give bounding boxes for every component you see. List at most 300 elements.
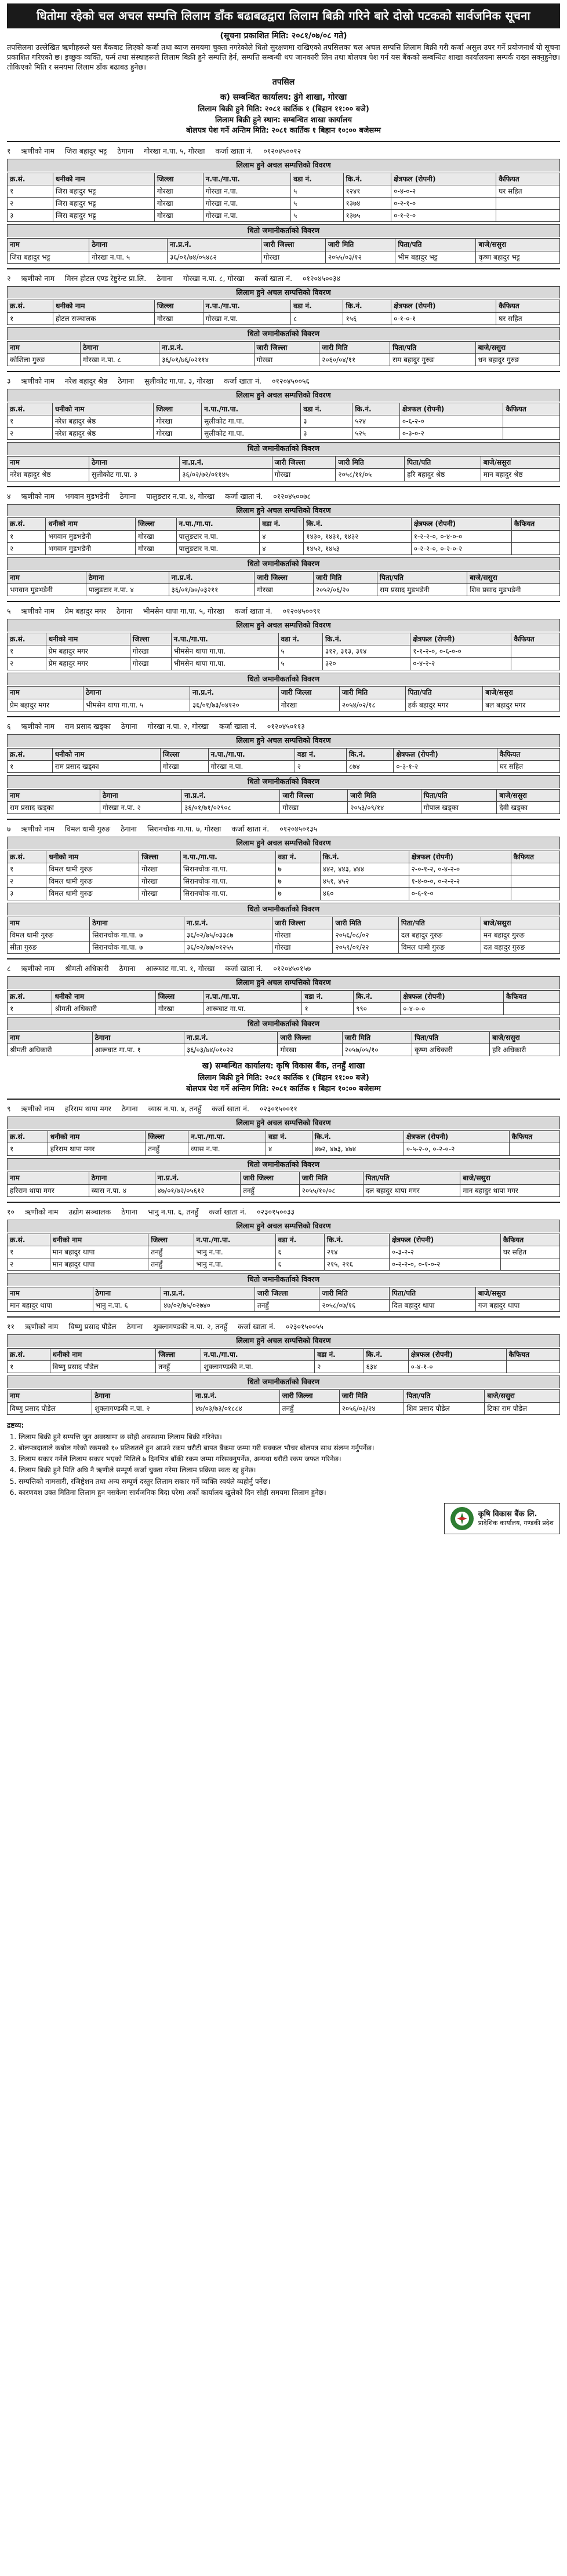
table-cell: १	[8, 530, 46, 542]
column-header: क्षेत्रफल (रोपनी)	[409, 851, 511, 863]
table-caption: धितो जमानीकर्ताको विवरण	[7, 1375, 560, 1388]
detail-table	[7, 748, 560, 773]
detail-table	[7, 1031, 560, 1056]
detail-table	[7, 173, 560, 222]
table-cell: सीता गुरुङ	[8, 941, 90, 953]
detail-table	[7, 990, 560, 1015]
table-cell: १	[8, 185, 53, 197]
column-header: ना.प्र.नं.	[184, 1032, 278, 1044]
notice-date: (सूचना प्रकाशित मिति: २०८१/०७/०८ गते)	[220, 31, 347, 41]
column-header: न.पा./गा.पा.	[171, 633, 278, 645]
table-header-row	[8, 748, 560, 760]
table-caption: लिलाम हुने अचल सम्पत्तिको विवरण	[7, 389, 560, 402]
borrower-address: सिरानचोक गा.पा. ७, गोरखा	[147, 824, 221, 834]
table-cell: ६	[275, 1246, 324, 1258]
column-header: वडा नं.	[260, 518, 304, 530]
table-cell: ०-४-०-०	[401, 1003, 504, 1015]
column-header: पिता/पति	[404, 1390, 485, 1402]
detail-table	[7, 1287, 560, 1312]
loan-label: कर्जा खाता नं.	[215, 146, 253, 155]
table-cell: गोरखा	[139, 888, 181, 900]
table-header-row	[8, 917, 560, 929]
column-header: वडा नं.	[266, 1131, 312, 1143]
borrower-address: भानु न.पा. ६, तनहुँ	[147, 1207, 199, 1216]
column-header: ठेगाना	[90, 917, 184, 929]
column-header: कैफियत	[511, 851, 559, 863]
table-cell: भगवान मुडभडेनी	[46, 542, 136, 554]
section1-title: क) सम्बन्धित कार्यालय: ढुंगे शाखा, गोरखा	[220, 93, 347, 103]
column-header: जिल्ला	[155, 990, 203, 1002]
table-cell: ३	[8, 210, 53, 222]
column-header: कि.नं.	[312, 1131, 404, 1143]
column-header: जिल्ला	[154, 300, 203, 312]
table-cell: शुक्लागण्डकी न.पा. २	[92, 1402, 193, 1414]
table-cell: सिरानचोक गा.पा.	[180, 875, 275, 888]
table-cell	[511, 645, 560, 658]
column-header: बाजे/ससुरा	[483, 687, 560, 699]
column-header: कि.नं.	[320, 851, 409, 863]
table-cell: ६३४	[364, 1361, 408, 1373]
table-cell	[500, 1258, 559, 1270]
column-header: न.पा./गा.पा.	[203, 990, 302, 1002]
table-cell: २०५८/११/०५	[336, 469, 405, 481]
table-cell: २०५४/०२/१८	[339, 699, 405, 711]
auction-date-line: लिलाम बिक्री हुने मिति: २०८१ कार्तिक १ (बिहान ११:०० बजे)	[198, 1074, 369, 1083]
column-header: जारी मिति	[333, 917, 398, 929]
column-header: न.पा./गा.पा.	[180, 851, 275, 863]
detail-table	[7, 341, 560, 366]
table-cell: २०५७/०५/१०	[342, 1044, 412, 1056]
loan-meta	[7, 607, 560, 616]
item-number: १	[7, 146, 11, 155]
table-cell: १	[8, 863, 46, 875]
detail-table	[7, 1234, 560, 1271]
table-cell: गोरखा	[136, 542, 176, 554]
column-header: ठेगाना	[100, 789, 182, 801]
column-header: पिता/पति	[405, 687, 483, 699]
borrower-label: ऋणीको नाम	[21, 721, 54, 731]
table-cell: २०५६/०३/२४	[339, 1402, 404, 1414]
column-header: धनीको नाम	[53, 300, 154, 312]
section2-dates	[7, 1073, 560, 1094]
column-header: धनीको नाम	[50, 1349, 156, 1361]
notice-intro: तपसिलमा उल्लेखित ऋणीहरूले यस बैंकबाट लिएको कर्जा तथा ब्याज समयमा चुक्ता नगरेकोले धितो सुरक्षणमा राखिएको तपसिलका चल अचल सम्पत्ति लिलाम बिक्री गरी कर्जा असुल उपर गर्ने प्रयोजनार्थ यो सूचना प्रकाशित गरिएको छ। इच्छुक व्यक्ति, फर्म तथा संस्थाहरूले लिलाम बिक्री हुने सम्पत्ति हेर्न, सम्पत्ति सम्बन्धी थप जानकारी लिन तथा बोलपत्र पेश गर्न यस बैंकको सम्बन्धित शाखा कार्यालयमा सम्पर्क राख्न सक्नुहुनेछ। तोकिएको मिति र समयमा लिलाम डाँक बढाबढ हुनेछ।	[7, 42, 560, 71]
table-cell: मान बहादुर थापा	[50, 1258, 148, 1270]
loan-meta	[7, 1207, 560, 1217]
table-cell: ३२०	[322, 658, 410, 670]
table-cell: पालुङटार न.पा.	[176, 530, 260, 542]
table-row	[8, 1258, 560, 1270]
note-item: 6. कारणवश उक्त मितिमा लिलाम हुन नसकेमा सार्वजनिक बिदा परेमा अर्को कार्यालय खुलेको दिन सोही समयमा लिलाम हुनेछ।	[19, 1488, 560, 1497]
table-caption: धितो जमानीकर्ताको विवरण	[7, 224, 560, 237]
table-cell: कृष्ण अधिकारी	[412, 1044, 490, 1056]
table-cell: कृष्ण बहादुर भट्ट	[476, 251, 560, 263]
table-cell: भगवान मुडभडेनी	[46, 530, 136, 542]
detail-table	[7, 403, 560, 440]
borrower-label: ऋणीको नाम	[21, 491, 54, 501]
loan-label: कर्जा खाता नं.	[231, 824, 270, 834]
table-cell: हरि बहादुर श्रेष्ठ	[405, 469, 481, 481]
column-header: नाम	[8, 789, 100, 801]
table-row	[8, 1003, 560, 1015]
item-number: ११	[7, 1322, 15, 1331]
auction-date-line: बोलपत्र पेश गर्ने अन्तिम मिति: २०८१ कार्तिक १ बिहान १०:०० बजेसम्म	[186, 126, 381, 136]
table-cell: गोरखा न.पा. ८	[81, 353, 159, 366]
loan-account: ०१२०४५००१२	[263, 146, 301, 155]
column-header: क्र.सं.	[8, 1234, 50, 1246]
table-cell: १	[8, 312, 53, 324]
column-header: ना.प्र.नं.	[180, 457, 272, 469]
table-row	[8, 542, 560, 554]
loan-item	[7, 819, 560, 954]
list-title: तपसिल	[272, 77, 295, 87]
detail-table	[7, 789, 560, 814]
table-cell: २	[8, 658, 46, 670]
table-row	[8, 645, 560, 658]
table-cell	[496, 210, 560, 222]
table-cell: विष्णु प्रसाद पौडेल	[50, 1361, 156, 1373]
table-cell: गोरखा	[272, 929, 333, 941]
table-cell: १	[8, 760, 53, 772]
column-header: क्र.सं.	[8, 300, 53, 312]
loan-meta	[7, 722, 560, 732]
table-row	[8, 1184, 560, 1196]
table-cell: गोरखा न.पा. ५	[89, 251, 168, 263]
table-cell: गोरखा	[154, 210, 203, 222]
column-header: कि.नं.	[304, 518, 412, 530]
table-cell: ०-१-०-१	[391, 312, 496, 324]
table-cell: ०-२-२-०, ०-२-०-२	[411, 542, 511, 554]
table-cell: बल बहादुर मगर	[483, 699, 560, 711]
column-header: ठेगाना	[83, 687, 190, 699]
table-caption: लिलाम हुने अचल सम्पत्तिको विवरण	[7, 1116, 560, 1129]
notice-banner: धितोमा रहेको चल अचल सम्पत्ति लिलाम डाँक बढाबढद्वारा लिलाम बिक्री गरिने बारे दोस्रो पटकको सार्वजनिक सूचना	[7, 3, 560, 28]
table-row	[8, 1044, 560, 1056]
loan-account: ०१२०४५०१५७	[273, 964, 311, 973]
column-header: कि.नं.	[324, 1234, 389, 1246]
column-header: जारी जिल्ला	[279, 1390, 339, 1402]
table-cell: गोरखा	[272, 941, 333, 953]
table-cell: घर सहित	[497, 760, 559, 772]
column-header: नाम	[8, 1287, 93, 1299]
detail-table	[7, 1172, 560, 1196]
column-header: वडा नं.	[315, 1349, 364, 1361]
column-header: क्षेत्रफल (रोपनी)	[391, 173, 496, 185]
borrower-name: भगवान मुडभडेनी	[64, 491, 110, 501]
address-label: ठेगाना	[119, 491, 136, 501]
column-header: जारी जिल्ला	[255, 1287, 319, 1299]
detail-table	[7, 571, 560, 596]
table-cell: गोरखा	[139, 875, 181, 888]
borrower-label: ऋणीको नाम	[21, 607, 54, 616]
table-cell: श्रीमती अधिकारी	[8, 1044, 93, 1056]
table-cell: २०५९/०१/२२	[333, 941, 398, 953]
column-header: कैफियत	[506, 1349, 559, 1361]
table-cell: २०६०/०४/११	[319, 353, 390, 366]
table-cell: गोरखा न.पा.	[203, 198, 290, 210]
table-cell: हर्क बहादुर मगर	[405, 699, 483, 711]
table-cell: २	[8, 198, 53, 210]
table-cell: भीमसेन थापा गा.पा. ५	[83, 699, 190, 711]
table-cell	[511, 530, 559, 542]
borrower-name: राम प्रसाद खड्का	[64, 721, 111, 731]
table-header-row	[8, 1287, 560, 1299]
table-cell	[503, 1003, 559, 1015]
column-header: जारी मिति	[325, 239, 395, 251]
column-header: कैफियत	[503, 403, 560, 415]
table-cell: २	[8, 1258, 50, 1270]
borrower-address: गोरखा न.पा. ५, गोरखा	[144, 146, 205, 155]
table-cell: ३	[301, 415, 352, 428]
section2-title: ख) सम्बन्धित कार्यालय: कृषि विकास बैंक, तनहुँ शाखा	[202, 1061, 365, 1071]
column-header: ना.प्र.नं.	[182, 789, 280, 801]
table-cell: घर सहित	[496, 312, 560, 324]
column-header: जिल्ला	[136, 518, 176, 530]
column-header: बाजे/ससुरा	[481, 457, 559, 469]
column-header: जिल्ला	[160, 748, 208, 760]
address-label: ठेगाना	[126, 1322, 143, 1331]
table-cell: मान बहादुर श्रेष्ठ	[481, 469, 559, 481]
column-header: जारी जिल्ला	[278, 687, 339, 699]
item-number: ४	[7, 491, 11, 501]
column-header: कि.नं.	[354, 990, 401, 1002]
table-cell: सिरानचोक गा.पा.	[180, 863, 275, 875]
column-header: नाम	[8, 239, 89, 251]
table-cell	[511, 875, 559, 888]
column-header: धनीको नाम	[46, 518, 136, 530]
table-cell: भानु न.पा.	[194, 1246, 275, 1258]
column-header: पिता/पति	[363, 1172, 460, 1184]
column-header: क्र.सं.	[8, 851, 46, 863]
column-header: न.पा./गा.पा.	[194, 1234, 275, 1246]
table-cell: १-२-२-०, ०-४-०-०	[411, 530, 511, 542]
table-cell: ३६/०२/७७/०१२५५	[184, 941, 272, 953]
table-cell: गोरखा	[139, 863, 181, 875]
table-cell: पालुङटार न.पा.	[176, 542, 260, 554]
table-cell: जिरा बहादुर भट्ट	[53, 210, 154, 222]
column-header: न.पा./गा.पा.	[203, 173, 290, 185]
borrower-name: नरेश बहादुर श्रेष्ठ	[64, 377, 108, 386]
table-header-row	[8, 518, 560, 530]
column-header: जारी मिति	[348, 789, 421, 801]
table-caption: धितो जमानीकर्ताको विवरण	[7, 1273, 560, 1286]
table-cell: गोरखा	[280, 801, 348, 813]
table-cell: गोरखा न.पा.	[203, 185, 290, 197]
table-cell: ०-४-०-२	[391, 185, 496, 197]
table-cell: दल बहादुर थापा मगर	[363, 1184, 460, 1196]
column-header: जारी मिति	[319, 341, 390, 353]
item-number: ६	[7, 721, 11, 731]
table-cell: तनहुँ	[279, 1402, 339, 1414]
column-header: जारी जिल्ला	[254, 341, 319, 353]
table-cell: धन बहादुर गुरुङ	[475, 353, 559, 366]
column-header: धनीको नाम	[52, 748, 160, 760]
column-header: पिता/पति	[377, 571, 467, 583]
table-cell: ०-२-१-०	[391, 198, 496, 210]
column-header: क्षेत्रफल (रोपनी)	[410, 633, 511, 645]
borrower-name: हरिराम थापा मगर	[64, 1104, 111, 1114]
table-cell: ४	[266, 1143, 312, 1155]
table-cell: १-४-०-०, ०-२-२-२	[409, 875, 511, 888]
items2-container	[7, 1099, 560, 1414]
table-cell: १२४१	[343, 185, 391, 197]
column-header: ना.प्र.नं.	[161, 1287, 255, 1299]
loan-item	[7, 1099, 560, 1196]
table-cell: २	[8, 428, 53, 440]
column-header: धनीको नाम	[50, 1234, 148, 1246]
table-cell: मान बहादुर थापा	[8, 1300, 93, 1312]
column-header: जारी मिति	[319, 1287, 390, 1299]
table-cell: ४७/०२/७५/०२७४०	[161, 1300, 255, 1312]
column-header: क्षेत्रफल (रोपनी)	[411, 518, 511, 530]
table-row	[8, 353, 560, 366]
table-cell: १४५२, १४५३	[304, 542, 412, 554]
table-cell: विमल धामी गुरुङ	[46, 863, 139, 875]
table-cell: सुलीकोट गा.पा.	[202, 428, 301, 440]
column-header: क्षेत्रफल (रोपनी)	[404, 1131, 509, 1143]
table-cell: २	[8, 875, 46, 888]
table-cell: गोरखा	[272, 469, 336, 481]
column-header: वडा नं.	[295, 748, 346, 760]
column-header: नाम	[8, 1390, 92, 1402]
column-header: नाम	[8, 341, 81, 353]
table-caption: लिलाम हुने अचल सम्पत्तिको विवरण	[7, 734, 560, 747]
column-header: वडा नं.	[302, 990, 354, 1002]
table-cell: गोरखा न.पा.	[203, 210, 290, 222]
borrower-address: भीमसेन थापा गा.पा. ५, गोरखा	[143, 607, 224, 616]
column-header: नाम	[8, 1032, 93, 1044]
column-header: क्षेत्रफल (रोपनी)	[399, 403, 503, 415]
table-cell: शिव प्रसाद मुडभडेनी	[467, 584, 560, 596]
table-cell: ३६/०२/७५/०३३८७	[184, 929, 272, 941]
table-cell: देवी खड्का	[497, 801, 560, 813]
table-cell: गोपाल खड्का	[421, 801, 497, 813]
column-header: कि.नं.	[352, 403, 399, 415]
column-header: बाजे/ससुरा	[481, 917, 560, 929]
table-caption: धितो जमानीकर्ताको विवरण	[7, 557, 560, 570]
table-header-row	[8, 1172, 560, 1184]
table-cell: हरिराम थापा मगर	[8, 1184, 89, 1196]
column-header: ठेगाना	[92, 1032, 184, 1044]
table-row	[8, 801, 560, 813]
table-cell: गोरखा	[130, 658, 171, 670]
bank-logo-icon	[450, 1507, 474, 1530]
table-cell: आरूघाट गा.पा.	[203, 1003, 302, 1015]
table-header-row	[8, 789, 560, 801]
column-header: न.पा./गा.पा.	[203, 300, 290, 312]
table-caption: लिलाम हुने अचल सम्पत्तिको विवरण	[7, 619, 560, 632]
table-cell: ०-४-१-०	[408, 1361, 506, 1373]
table-row	[8, 312, 560, 324]
column-header: पिता/पति	[412, 1032, 490, 1044]
column-header: जारी जिल्ला	[278, 1032, 342, 1044]
table-cell: १-१-२-०, ०-६-०-०	[410, 645, 511, 658]
column-header: जारी मिति	[339, 1390, 404, 1402]
table-cell: २०५५/०३/१२	[325, 251, 395, 263]
column-header: जारी मिति	[339, 687, 405, 699]
table-cell: १३७४	[343, 198, 391, 210]
borrower-name: मिस्न होटल एण्ड रेष्टुरेन्ट प्रा.लि.	[64, 273, 147, 283]
table-cell	[511, 888, 559, 900]
column-header: ना.प्र.नं.	[184, 917, 272, 929]
table-caption: धितो जमानीकर्ताको विवरण	[7, 1017, 560, 1030]
loan-meta	[7, 824, 560, 834]
table-cell: कोशिला गुरुङ	[8, 353, 81, 366]
table-caption: लिलाम हुने अचल सम्पत्तिको विवरण	[7, 1334, 560, 1347]
column-header: जारी जिल्ला	[272, 457, 336, 469]
table-cell: दल बहादुर गुरुङ	[398, 929, 481, 941]
loan-meta	[7, 1104, 560, 1114]
loan-meta	[7, 377, 560, 386]
address-label: ठेगाना	[121, 1104, 138, 1114]
column-header: नाम	[8, 1172, 89, 1184]
table-cell: शुक्लागण्डकी न.पा.	[201, 1361, 315, 1373]
table-cell	[506, 1361, 559, 1373]
column-header: धनीको नाम	[48, 1131, 146, 1143]
table-cell: तनहुँ	[241, 1184, 300, 1196]
table-cell: तनहुँ	[148, 1258, 194, 1270]
column-header: कैफियत	[496, 300, 560, 312]
column-header: वडा नं.	[275, 1234, 324, 1246]
table-cell: १३७५	[343, 210, 391, 222]
table-cell: ३६/०३/७४/०१०२२	[184, 1044, 278, 1056]
column-header: ना.प्र.नं.	[193, 1390, 280, 1402]
loan-item	[7, 601, 560, 711]
table-cell: ४	[260, 542, 304, 554]
table-cell: १	[8, 415, 53, 428]
table-row	[8, 658, 560, 670]
table-cell: विमल धामी गुरुङ	[398, 941, 481, 953]
column-header: वडा नं.	[275, 851, 320, 863]
table-cell: टिका राम पौडेल	[485, 1402, 560, 1414]
detail-table	[7, 686, 560, 711]
borrower-label: ऋणीको नाम	[21, 377, 54, 386]
table-cell: ४६०	[320, 888, 409, 900]
table-row	[8, 1402, 560, 1414]
borrower-label: ऋणीको नाम	[21, 1104, 54, 1114]
table-cell: ८	[291, 312, 343, 324]
table-cell: ५	[278, 645, 322, 658]
detail-table	[7, 1348, 560, 1373]
table-cell: २१५, २१६	[324, 1258, 389, 1270]
table-cell: सुलीकोट गा.पा. ३	[89, 469, 180, 481]
table-cell: गोरखा	[278, 1044, 342, 1056]
column-header: जारी जिल्ला	[255, 571, 314, 583]
table-row	[8, 863, 560, 875]
column-header: ना.प्र.नं.	[155, 1172, 240, 1184]
column-header: कैफियत	[503, 990, 559, 1002]
loan-meta	[7, 492, 560, 502]
table-row	[8, 428, 560, 440]
table-header-row	[8, 403, 560, 415]
loan-label: कर्जा खाता नं.	[238, 1322, 275, 1331]
column-header: जिल्ला	[146, 1131, 188, 1143]
table-cell: तनहुँ	[146, 1143, 188, 1155]
borrower-address: गोरखा न.पा. २, गोरखा	[147, 721, 209, 731]
table-cell: गोरखा	[278, 699, 339, 711]
borrower-name: जिरा बहादुर भट्ट	[64, 146, 107, 155]
table-cell: ३	[8, 888, 46, 900]
column-header: न.पा./गा.पा.	[208, 748, 295, 760]
column-header: जारी मिति	[342, 1032, 412, 1044]
table-caption: धितो जमानीकर्ताको विवरण	[7, 903, 560, 915]
column-header: कि.नं.	[346, 748, 393, 760]
address-label: ठेगाना	[117, 146, 134, 155]
table-cell: राम प्रसाद मुडभडेनी	[377, 584, 467, 596]
column-header: क्षेत्रफल (रोपनी)	[408, 1349, 506, 1361]
detail-table	[7, 1130, 560, 1155]
table-header-row	[8, 239, 560, 251]
